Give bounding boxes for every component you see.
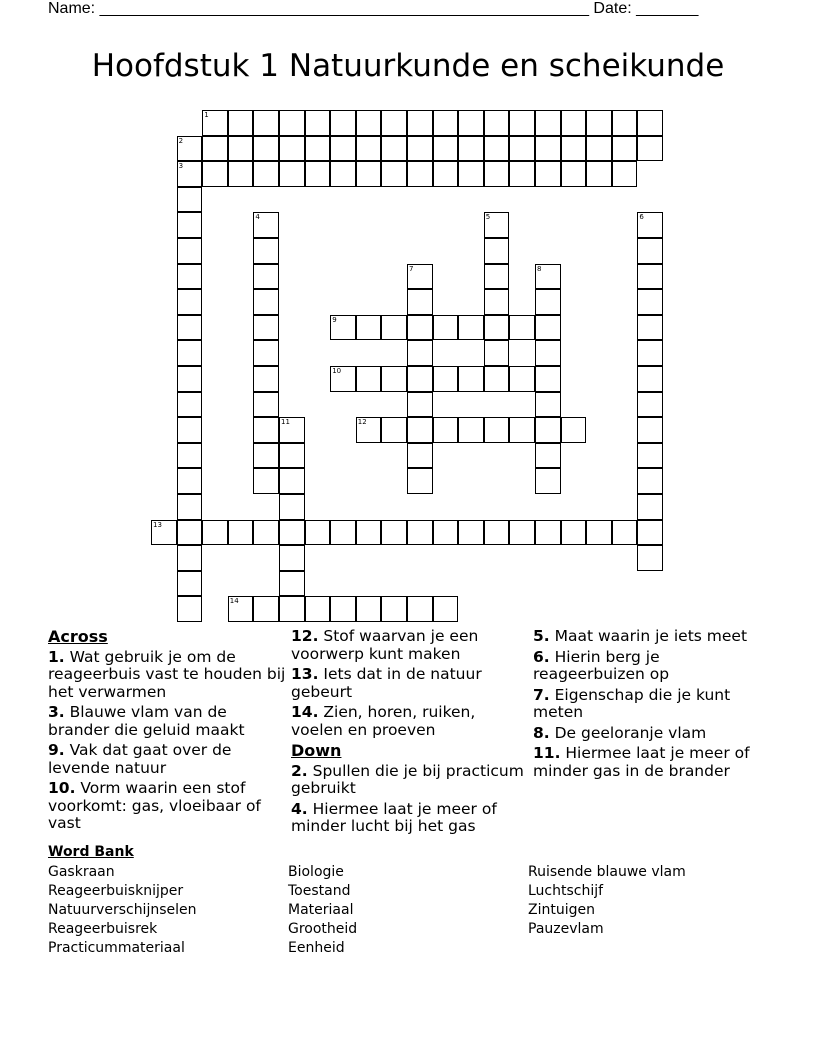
clue-item [48,704,288,739]
grid-cell[interactable] [279,110,305,136]
grid-cell[interactable] [509,315,535,341]
grid-cell[interactable] [330,161,356,187]
down-heading: Down [291,741,342,760]
grid-cell[interactable] [407,468,433,494]
grid-cell[interactable] [535,289,561,315]
grid-cell[interactable] [279,494,305,520]
clue-number: 12. [291,627,319,645]
clue-number: 14 [229,597,239,606]
grid-cell[interactable] [535,443,561,469]
grid-cell[interactable] [279,443,305,469]
grid-cell[interactable] [509,136,535,162]
grid-cell[interactable] [407,264,433,290]
grid-cell[interactable] [279,417,305,443]
grid-cell[interactable] [279,571,305,597]
grid-cell[interactable] [612,161,638,187]
grid-cell[interactable] [253,443,279,469]
grid-cell[interactable] [637,468,663,494]
clue-number: 8 [537,264,542,273]
grid-cell[interactable] [177,238,203,264]
grid-cell[interactable] [356,520,382,546]
grid-cell[interactable] [535,340,561,366]
grid-cell[interactable] [356,110,382,136]
grid-cell[interactable] [433,366,459,392]
grid-cell[interactable] [253,315,279,341]
grid-cell[interactable] [177,417,203,443]
grid-cell[interactable] [228,161,254,187]
grid-cell[interactable] [177,443,203,469]
grid-cell[interactable] [637,417,663,443]
grid-cell[interactable] [458,417,484,443]
clue-text: Hiermee laat je meer of minder gas in de brander [533,744,750,780]
grid-cell[interactable] [637,545,663,571]
grid-cell[interactable] [433,417,459,443]
grid-cell[interactable] [177,136,203,162]
grid-cell[interactable] [356,366,382,392]
clue-number: 13. [291,665,319,683]
grid-cell[interactable] [637,443,663,469]
grid-cell[interactable] [177,520,203,546]
grid-cell[interactable] [637,289,663,315]
grid-cell[interactable] [561,136,587,162]
grid-cell[interactable] [484,520,510,546]
grid-cell[interactable] [407,110,433,136]
grid-cell[interactable] [253,417,279,443]
grid-cell[interactable] [177,289,203,315]
grid-cell[interactable] [407,443,433,469]
grid-cell[interactable] [407,520,433,546]
grid-cell[interactable] [202,520,228,546]
grid-cell[interactable] [279,136,305,162]
grid-cell[interactable] [637,315,663,341]
grid-cell[interactable] [535,110,561,136]
grid-cell[interactable] [407,596,433,622]
clue-number: 8. [533,723,550,742]
grid-cell[interactable] [253,264,279,290]
grid-cell[interactable] [356,161,382,187]
grid-cell[interactable] [381,596,407,622]
clue-number: 9 [332,315,337,324]
clue-item [533,745,773,780]
word-bank-item: Ruisende blauwe vlam [528,864,686,880]
clue-item [48,780,288,833]
grid-cell[interactable] [561,520,587,546]
grid-cell[interactable] [509,520,535,546]
grid-cell[interactable] [535,161,561,187]
grid-cell[interactable] [637,494,663,520]
clue-number: 11 [281,418,290,427]
grid-cell[interactable] [637,392,663,418]
grid-cell[interactable] [253,289,279,315]
grid-cell[interactable] [535,315,561,341]
grid-cell[interactable] [535,366,561,392]
clue-text: Stof waarvan je een voorwerp kunt maken [291,627,479,663]
grid-cell[interactable] [228,136,254,162]
grid-cell[interactable] [407,366,433,392]
grid-cell[interactable] [279,468,305,494]
grid-cell[interactable] [535,136,561,162]
clue-text: Hierin berg je reageerbuizen op [533,647,670,683]
clues-column-1 [48,628,288,836]
clue-item [48,742,288,777]
grid-cell[interactable] [330,136,356,162]
grid-cell[interactable] [202,161,228,187]
word-bank-item: Natuurverschijnselen [48,902,197,918]
clue-number: 12 [357,418,367,427]
grid-cell[interactable] [407,340,433,366]
grid-cell[interactable] [356,136,382,162]
grid-cell[interactable] [305,596,331,622]
grid-cell[interactable] [484,366,510,392]
grid-cell[interactable] [637,238,663,264]
grid-cell[interactable] [433,110,459,136]
grid-cell[interactable] [228,596,254,622]
grid-cell[interactable] [458,110,484,136]
grid-cell[interactable] [458,315,484,341]
clues-column-2 [291,628,531,839]
clue-number: 3. [48,703,65,721]
grid-cell[interactable] [535,417,561,443]
grid-cell[interactable] [586,136,612,162]
grid-cell[interactable] [381,110,407,136]
clue-item [533,628,773,646]
grid-cell[interactable] [253,468,279,494]
grid-cell[interactable] [407,289,433,315]
clue-number: 5. [533,627,550,645]
grid-cell[interactable] [509,366,535,392]
clue-number: 9. [48,741,65,759]
clue-number: 7 [409,264,414,273]
word-bank-column-2 [288,863,357,958]
word-bank-item: Grootheid [288,921,358,937]
grid-cell[interactable] [177,571,203,597]
clue-number: 14. [291,703,319,721]
clue-number: 11. [533,744,561,762]
grid-cell[interactable] [509,161,535,187]
grid-cell[interactable] [407,161,433,187]
grid-cell[interactable] [637,212,663,238]
word-bank-item: Toestand [288,883,351,899]
grid-cell[interactable] [484,289,510,315]
grid-cell[interactable] [177,468,203,494]
clues-column-3 [533,628,773,783]
grid-cell[interactable] [381,366,407,392]
clue-number: 1. [48,647,65,666]
word-bank-column-3 [528,863,686,939]
grid-cell[interactable] [279,596,305,622]
word-bank-column-1 [48,863,197,958]
word-bank-item: Eenheid [288,940,345,956]
clue-text: Wat gebruik je om de reageerbuis vast te houden bij het verwarmen [48,647,286,701]
grid-cell[interactable] [253,340,279,366]
grid-cell[interactable] [458,136,484,162]
clue-number: 10 [332,367,342,375]
grid-cell[interactable] [356,596,382,622]
grid-cell[interactable] [330,520,356,546]
grid-cell[interactable] [305,110,331,136]
grid-cell[interactable] [279,161,305,187]
clue-item [291,704,531,739]
grid-cell[interactable] [433,161,459,187]
clue-number: 4. [291,799,308,818]
grid-cell[interactable] [330,366,356,392]
grid-cell[interactable] [433,596,459,622]
grid-cell[interactable] [253,596,279,622]
grid-cell[interactable] [279,520,305,546]
grid-cell[interactable] [305,520,331,546]
grid-cell[interactable] [253,366,279,392]
grid-cell[interactable] [202,136,228,162]
grid-cell[interactable] [151,520,177,546]
grid-cell[interactable] [381,315,407,341]
grid-cell[interactable] [330,596,356,622]
grid-cell[interactable] [433,315,459,341]
word-bank-item: Reageerbuisrek [48,921,158,937]
word-bank-item: Pauzevlam [528,921,604,937]
clue-item [291,628,531,663]
grid-cell[interactable] [253,238,279,264]
grid-cell[interactable] [586,110,612,136]
grid-cell[interactable] [177,494,203,520]
clue-text: De geeloranje vlam [549,723,707,742]
grid-cell[interactable] [458,366,484,392]
word-bank-item: Luchtschijf [528,883,604,899]
grid-cell[interactable] [253,161,279,187]
clue-number: 3 [178,162,184,171]
clue-item [533,649,773,684]
grid-cell[interactable] [509,417,535,443]
grid-cell[interactable] [535,264,561,290]
grid-cell[interactable] [177,212,203,238]
word-bank-title: Word Bank [48,844,134,860]
grid-cell[interactable] [458,520,484,546]
grid-cell[interactable] [228,110,254,136]
clue-item [533,725,773,743]
clue-text: Spullen die je bij practicum gebruikt [291,761,524,797]
grid-cell[interactable] [484,136,510,162]
grid-cell[interactable] [330,315,356,341]
grid-cell[interactable] [561,161,587,187]
grid-cell[interactable] [381,136,407,162]
word-bank-item: Practicummateriaal [48,940,185,956]
grid-cell[interactable] [407,136,433,162]
grid-cell[interactable] [177,161,203,187]
clue-number: 1 [204,111,209,119]
grid-cell[interactable] [407,417,433,443]
grid-cell[interactable] [253,392,279,418]
name-date-line: Name: _______________________________________________________ Date: _______ [48,0,699,17]
clue-item [533,687,773,722]
clue-number: 2 [178,136,184,145]
grid-cell[interactable] [484,238,510,264]
grid-cell[interactable] [586,520,612,546]
grid-cell[interactable] [509,110,535,136]
grid-cell[interactable] [535,468,561,494]
grid-cell[interactable] [253,110,279,136]
grid-cell[interactable] [381,520,407,546]
grid-cell[interactable] [637,520,663,546]
clue-number: 5 [485,213,491,222]
grid-cell[interactable] [561,110,587,136]
grid-cell[interactable] [535,392,561,418]
clue-text: Iets dat in de natuur gebeurt [291,665,482,701]
clue-number: 6 [639,213,644,222]
grid-cell[interactable] [253,212,279,238]
grid-cell[interactable] [253,520,279,546]
clue-text: Maat waarin je iets meet [549,627,748,645]
grid-cell[interactable] [177,187,203,213]
grid-cell[interactable] [484,161,510,187]
grid-cell[interactable] [637,136,663,162]
grid-cell[interactable] [305,136,331,162]
grid-cell[interactable] [484,417,510,443]
grid-cell[interactable] [433,520,459,546]
grid-cell[interactable] [433,136,459,162]
grid-cell[interactable] [637,110,663,136]
grid-cell[interactable] [381,417,407,443]
clue-item [291,666,531,701]
grid-cell[interactable] [484,315,510,341]
grid-cell[interactable] [177,392,203,418]
grid-cell[interactable] [484,212,510,238]
grid-cell[interactable] [586,161,612,187]
page-title: Hoofdstuk 1 Natuurkunde en scheikunde [91,48,725,84]
clue-text: Vak dat gaat over de levende natuur [48,741,232,777]
grid-cell[interactable] [228,520,254,546]
word-bank-item: Zintuigen [528,902,595,918]
grid-cell[interactable] [637,264,663,290]
grid-cell[interactable] [177,315,203,341]
clue-number: 10. [48,779,76,797]
word-bank-item: Gaskraan [48,864,115,880]
word-bank-item: Reageerbuisknijper [48,883,184,899]
grid-cell[interactable] [202,110,228,136]
grid-cell[interactable] [330,110,356,136]
grid-cell[interactable] [561,417,587,443]
grid-cell[interactable] [484,340,510,366]
grid-cell[interactable] [177,596,203,622]
grid-cell[interactable] [535,520,561,546]
grid-cell[interactable] [612,136,638,162]
clue-item [291,763,531,798]
grid-cell[interactable] [484,264,510,290]
clue-number: 13 [153,520,162,529]
grid-cell[interactable] [177,340,203,366]
grid-cell[interactable] [177,366,203,392]
clue-item [48,649,288,702]
word-bank-item: Materiaal [288,902,354,918]
grid-cell[interactable] [279,545,305,571]
clue-text: Eigenschap die je kunt meten [533,685,731,721]
clue-text: Hiermee laat je meer of minder lucht bij het gas [291,799,497,835]
grid-cell[interactable] [484,110,510,136]
across-heading: Across [48,627,108,646]
clue-number: 2. [291,761,308,780]
clue-text: Vorm waarin een stof voorkomt: gas, vloeibaar of vast [48,779,261,832]
grid-cell[interactable] [177,264,203,290]
clue-text: Zien, horen, ruiken, voelen en proeven [291,703,476,739]
clue-item [291,801,531,836]
clue-text: Blauwe vlam van de brander die geluid maakt [48,703,245,739]
grid-cell[interactable] [407,315,433,341]
grid-cell[interactable] [458,161,484,187]
clue-number: 4 [255,213,260,222]
grid-cell[interactable] [356,315,382,341]
grid-cell[interactable] [612,520,638,546]
grid-cell[interactable] [356,417,382,443]
grid-cell[interactable] [305,161,331,187]
grid-cell[interactable] [381,161,407,187]
grid-cell[interactable] [253,136,279,162]
grid-cell[interactable] [637,340,663,366]
grid-cell[interactable] [612,110,638,136]
grid-cell[interactable] [637,366,663,392]
grid-cell[interactable] [407,392,433,418]
word-bank-item: Biologie [288,864,344,880]
grid-cell[interactable] [177,545,203,571]
clue-number: 6. [533,647,550,666]
clue-number: 7. [533,685,550,704]
